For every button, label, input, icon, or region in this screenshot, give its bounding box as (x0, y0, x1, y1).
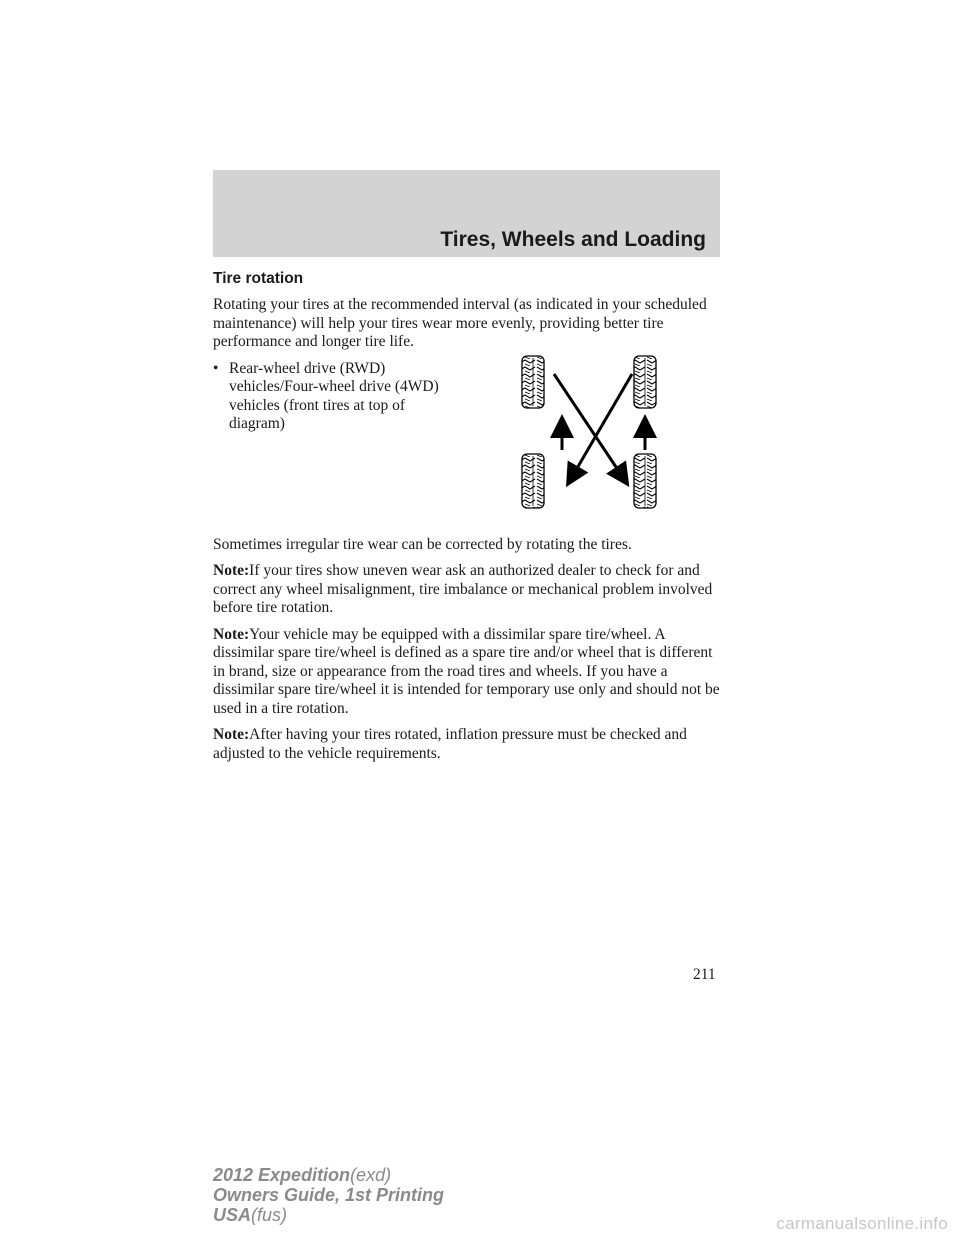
bullet-marker: • (213, 359, 219, 377)
page-number: 211 (693, 966, 716, 983)
footer-market-code: (fus) (251, 1205, 288, 1225)
footer-model: 2012 Expedition (213, 1165, 351, 1185)
note-label: Note: (213, 726, 250, 743)
note-paragraph-3 (213, 726, 723, 763)
page-content (213, 268, 723, 771)
tire-rotation-diagram (514, 352, 664, 512)
note-text: If your tires show uneven wear ask an authorized dealer to check for and correct any wheel misalignment, tire imbalance or mechanical problem involved before tire rotation. (213, 562, 713, 616)
section-heading: Tire rotation (213, 270, 304, 287)
arrow-front-left-to-rear-right (554, 374, 626, 482)
tire-front-right (634, 356, 656, 408)
arrow-front-right-to-rear-left (569, 374, 632, 482)
irregular-wear-paragraph: Sometimes irregular tire wear can be corrected by rotating the tires. (213, 535, 632, 553)
note-text: After having your tires rotated, inflation pressure must be checked and adjusted to the vehicle requirements. (213, 726, 687, 762)
note-paragraph-1 (213, 562, 723, 618)
chapter-title: Tires, Wheels and Loading (440, 228, 706, 251)
footer-guide-edition: Owners Guide, 1st Printing (213, 1185, 445, 1205)
footer-market: USA (213, 1205, 252, 1225)
document-footer (213, 1165, 444, 1225)
footer-model-code: (exd) (350, 1165, 392, 1185)
tire-front-left (522, 356, 544, 408)
tire-rear-right (634, 454, 656, 508)
bullet-text: Rear-wheel drive (RWD) vehicles/Four-wheel drive (4WD) vehicles (front tires at top of diagram) (229, 359, 439, 432)
chapter-header-band (213, 170, 720, 257)
tire-rear-left (522, 454, 544, 508)
watermark: carmanualsonline.info (776, 1214, 948, 1233)
note-label: Note: (213, 562, 250, 579)
intro-paragraph: Rotating your tires at the recommended interval (as indicated in your scheduled maintenance) will help your tires wear more evenly, providing better tire performance and longer tire life. (213, 296, 707, 350)
note-label: Note: (213, 625, 250, 643)
note-text: Your vehicle may be equipped with a dissimilar spare tire/wheel. A dissimilar spare tire/wheel is defined as a spare tire and/or wheel that is different in brand, size or appearance from the road tires and wheels. If you have a dissimilar spare tire/wheel it is intended for temporary use only and should not be used in a tire rotation. (213, 625, 720, 717)
note-paragraph-2 (213, 626, 723, 719)
